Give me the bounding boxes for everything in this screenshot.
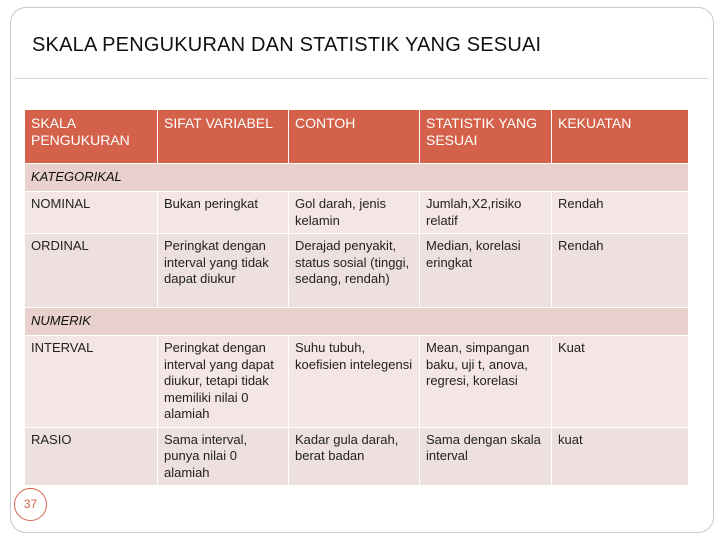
group-label: NUMERIK <box>25 308 689 336</box>
group-row-numerik <box>25 308 689 336</box>
table-cell: ORDINAL <box>25 234 158 308</box>
page-title: SKALA PENGUKURAN DAN STATISTIK YANG SESUAI <box>32 34 542 56</box>
table-cell: Sama dengan skala interval <box>420 427 552 486</box>
table-cell: Bukan peringkat <box>158 192 289 234</box>
table-header-row <box>25 110 689 164</box>
group-row-kategorikal <box>25 164 689 192</box>
table-cell: NOMINAL <box>25 192 158 234</box>
group-label: KATEGORIKAL <box>25 164 689 192</box>
table-cell: Gol darah, jenis kelamin <box>289 192 420 234</box>
title-divider <box>14 78 708 79</box>
table-cell: Mean, simpangan baku, uji t, anova, regresi, korelasi <box>420 336 552 428</box>
header-skala-pengukuran: SKALA PENGUKURAN <box>25 110 158 164</box>
table-row <box>25 427 689 486</box>
table-cell: Kadar gula darah, berat badan <box>289 427 420 486</box>
table-cell: Peringkat dengan interval yang dapat diukur, tetapi tidak memiliki nilai 0 alamiah <box>158 336 289 428</box>
table-cell: Median, korelasi eringkat <box>420 234 552 308</box>
table-row <box>25 234 689 308</box>
table-cell: Rendah <box>552 192 689 234</box>
table-cell: kuat <box>552 427 689 486</box>
header-kekuatan: KEKUATAN <box>552 110 689 164</box>
table-cell: RASIO <box>25 427 158 486</box>
table-cell: Suhu tubuh, koefisien intelegensi <box>289 336 420 428</box>
table-cell: Jumlah,X2,risiko relatif <box>420 192 552 234</box>
table-row <box>25 336 689 428</box>
table-cell: Rendah <box>552 234 689 308</box>
table-cell: Kuat <box>552 336 689 428</box>
table-cell: Derajad penyakit, status sosial (tinggi, sedang, rendah) <box>289 234 420 308</box>
table-cell: INTERVAL <box>25 336 158 428</box>
table-cell: Sama interval, punya nilai 0 alamiah <box>158 427 289 486</box>
header-sifat-variabel: SIFAT VARIABEL <box>158 110 289 164</box>
header-contoh: CONTOH <box>289 110 420 164</box>
measurement-scale-table <box>24 109 689 486</box>
table-cell: Peringkat dengan interval yang tidak dapat diukur <box>158 234 289 308</box>
table-row <box>25 192 689 234</box>
page-number-badge: 37 <box>14 488 47 521</box>
header-statistik-yang-sesuai: STATISTIK YANG SESUAI <box>420 110 552 164</box>
